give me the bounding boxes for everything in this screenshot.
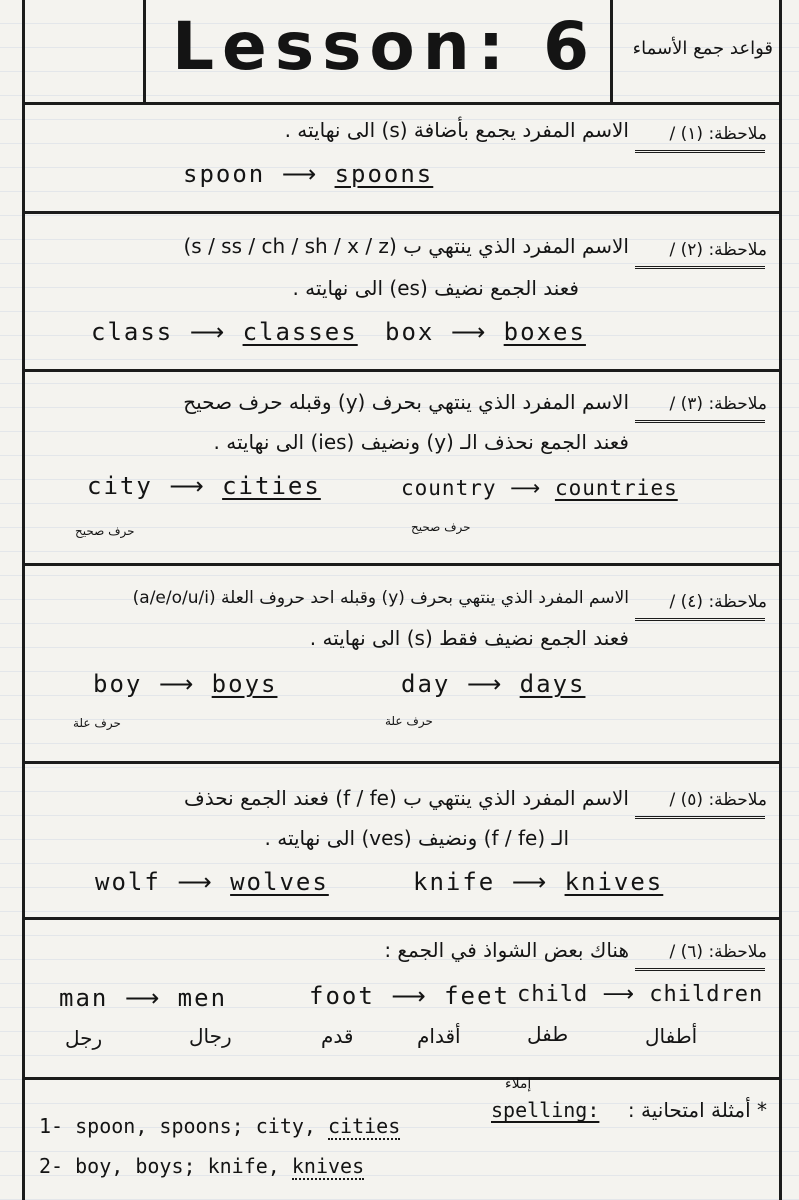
arrow-icon: ⟶	[158, 670, 196, 698]
note-6	[25, 920, 779, 1080]
note-5-rule-line2: الـ (f / fe) ونضيف (ves) الى نهايته .	[264, 826, 569, 850]
note-4-annotation-1: حرف علة	[73, 716, 121, 730]
example-plural: countries	[554, 476, 678, 500]
note-1-example	[183, 160, 433, 188]
note-4-label: ملاحظة: (٤) /	[669, 592, 767, 612]
note-5-example-1	[95, 868, 329, 896]
note-3-rule-line1: الاسم المفرد الذي ينتهي بحرف (y) وقبله حرف صحيح	[183, 390, 629, 414]
note-4-rule-line1: الاسم المفرد الذي ينتهي بحرف (y) وقبله احد حروف العلة (a/e/o/u/i)	[132, 588, 629, 608]
example-plural: men	[177, 984, 228, 1012]
title-box	[143, 0, 613, 102]
arrow-icon: ⟶	[450, 318, 488, 346]
example-plural: children	[649, 982, 764, 1007]
note-4-rule-line2: فعند الجمع نضيف فقط (s) الى نهايته .	[309, 626, 629, 650]
example-plural: days	[519, 670, 586, 698]
note-4-example-1	[93, 670, 277, 698]
note-3-annotation-2: حرف صحيح	[411, 520, 471, 534]
spelling-arabic: إملاء	[505, 1076, 532, 1092]
note-6-rule: هناك بعض الشواذ في الجمع :	[384, 938, 629, 962]
arrow-icon: ⟶	[177, 868, 214, 896]
note-6-label: ملاحظة: (٦) /	[669, 942, 767, 962]
spelling-label	[491, 1098, 599, 1122]
note-2-rule-line1: الاسم المفرد الذي ينتهي ب (s / ss / ch / sh / x / z)	[183, 234, 629, 258]
note-3-label-underline	[635, 420, 765, 423]
example-singular: man	[59, 984, 109, 1012]
note-5-example-2	[413, 868, 663, 896]
note-6-plural-ar-2: أقدام	[417, 1024, 461, 1048]
exam-line-1-text: 1- spoon, spoons; city,	[39, 1114, 316, 1138]
example-singular: box	[385, 318, 435, 346]
note-1	[25, 102, 779, 214]
lesson-title: Lesson: 6	[172, 8, 598, 85]
example-plural: cities	[222, 472, 321, 500]
lesson-subtitle: قواعد جمع الأسماء	[632, 38, 773, 59]
note-3-example-1	[87, 472, 321, 500]
exam-line-1-answer: cities	[328, 1114, 401, 1138]
arrow-icon: ⟶	[281, 160, 319, 188]
example-singular: city	[87, 472, 153, 500]
note-3	[25, 372, 779, 566]
exam-line-2-text: 2- boy, boys; knife,	[39, 1154, 280, 1178]
note-2	[25, 214, 779, 372]
example-singular: spoon	[183, 160, 266, 188]
arrow-icon: ⟶	[466, 670, 504, 698]
arrow-icon: ⟶	[510, 476, 542, 500]
note-6-singular-ar-3: طفل	[527, 1022, 569, 1046]
note-6-singular-ar-1: رجل	[65, 1026, 103, 1050]
note-2-rule-line2: فعند الجمع نضيف (es) الى نهايته .	[292, 276, 579, 300]
example-plural: knives	[564, 868, 664, 896]
note-6-example-2	[309, 982, 510, 1010]
arrow-icon: ⟶	[511, 868, 549, 896]
example-singular: wolf	[95, 868, 161, 896]
example-singular: day	[401, 670, 451, 698]
note-4-annotation-2: حرف علة	[385, 714, 433, 728]
note-1-rule: الاسم المفرد يجمع بأضافة (s) الى نهايته .	[284, 118, 629, 142]
note-4-example-2	[401, 670, 585, 698]
example-singular: knife	[413, 868, 496, 896]
note-4-label-underline	[635, 618, 765, 621]
note-5	[25, 764, 779, 920]
example-singular: country	[401, 476, 497, 500]
example-plural: classes	[242, 318, 358, 346]
note-1-label: ملاحظة: (١) /	[669, 124, 767, 144]
example-plural: wolves	[230, 868, 329, 896]
note-4	[25, 566, 779, 764]
arrow-icon: ⟶	[602, 982, 636, 1007]
note-5-label: ملاحظة: (٥) /	[669, 790, 767, 810]
note-5-label-underline	[635, 816, 765, 819]
note-3-rule-line2: فعند الجمع نحذف الـ (y) ونضيف (ies) الى نهايته .	[213, 430, 629, 454]
exam-examples	[25, 1076, 779, 1200]
note-6-example-3	[517, 982, 763, 1007]
note-3-example-2	[401, 476, 678, 500]
arrow-icon: ⟶	[169, 472, 206, 500]
example-singular: class	[91, 318, 174, 346]
exam-line-1	[39, 1114, 400, 1138]
notebook-page	[22, 0, 782, 1200]
note-6-example-1	[59, 984, 227, 1012]
spelling-text: spelling:	[491, 1098, 600, 1122]
note-2-example-1	[91, 318, 358, 346]
note-1-label-underline	[635, 150, 765, 153]
note-5-rule-line1: الاسم المفرد الذي ينتهي ب (f / fe) فعند الجمع نحذف	[184, 786, 629, 810]
example-plural: feet	[444, 982, 510, 1010]
note-6-plural-ar-1: رجال	[189, 1024, 232, 1048]
example-plural: boxes	[503, 318, 586, 346]
arrow-icon: ⟶	[124, 984, 162, 1012]
note-6-plural-ar-3: أطفال	[645, 1024, 698, 1048]
note-3-label: ملاحظة: (٣) /	[669, 394, 767, 414]
example-singular: foot	[309, 982, 375, 1010]
note-6-label-underline	[635, 968, 765, 971]
note-3-annotation-1: حرف صحيح	[75, 524, 135, 538]
arrow-icon: ⟶	[391, 982, 428, 1010]
exam-heading: * أمثلة امتحانية :	[627, 1098, 767, 1122]
title-row	[25, 0, 779, 105]
note-2-example-2	[385, 318, 586, 346]
example-plural: boys	[211, 670, 278, 698]
example-singular: child	[517, 982, 589, 1007]
note-2-label-underline	[635, 266, 765, 269]
example-plural: spoons	[334, 160, 434, 188]
example-singular: boy	[93, 670, 143, 698]
exam-line-2-answer: knives	[291, 1154, 365, 1178]
exam-line-2	[39, 1154, 364, 1178]
arrow-icon: ⟶	[189, 318, 227, 346]
note-2-label: ملاحظة: (٢) /	[669, 240, 767, 260]
note-6-singular-ar-2: قدم	[321, 1024, 354, 1048]
